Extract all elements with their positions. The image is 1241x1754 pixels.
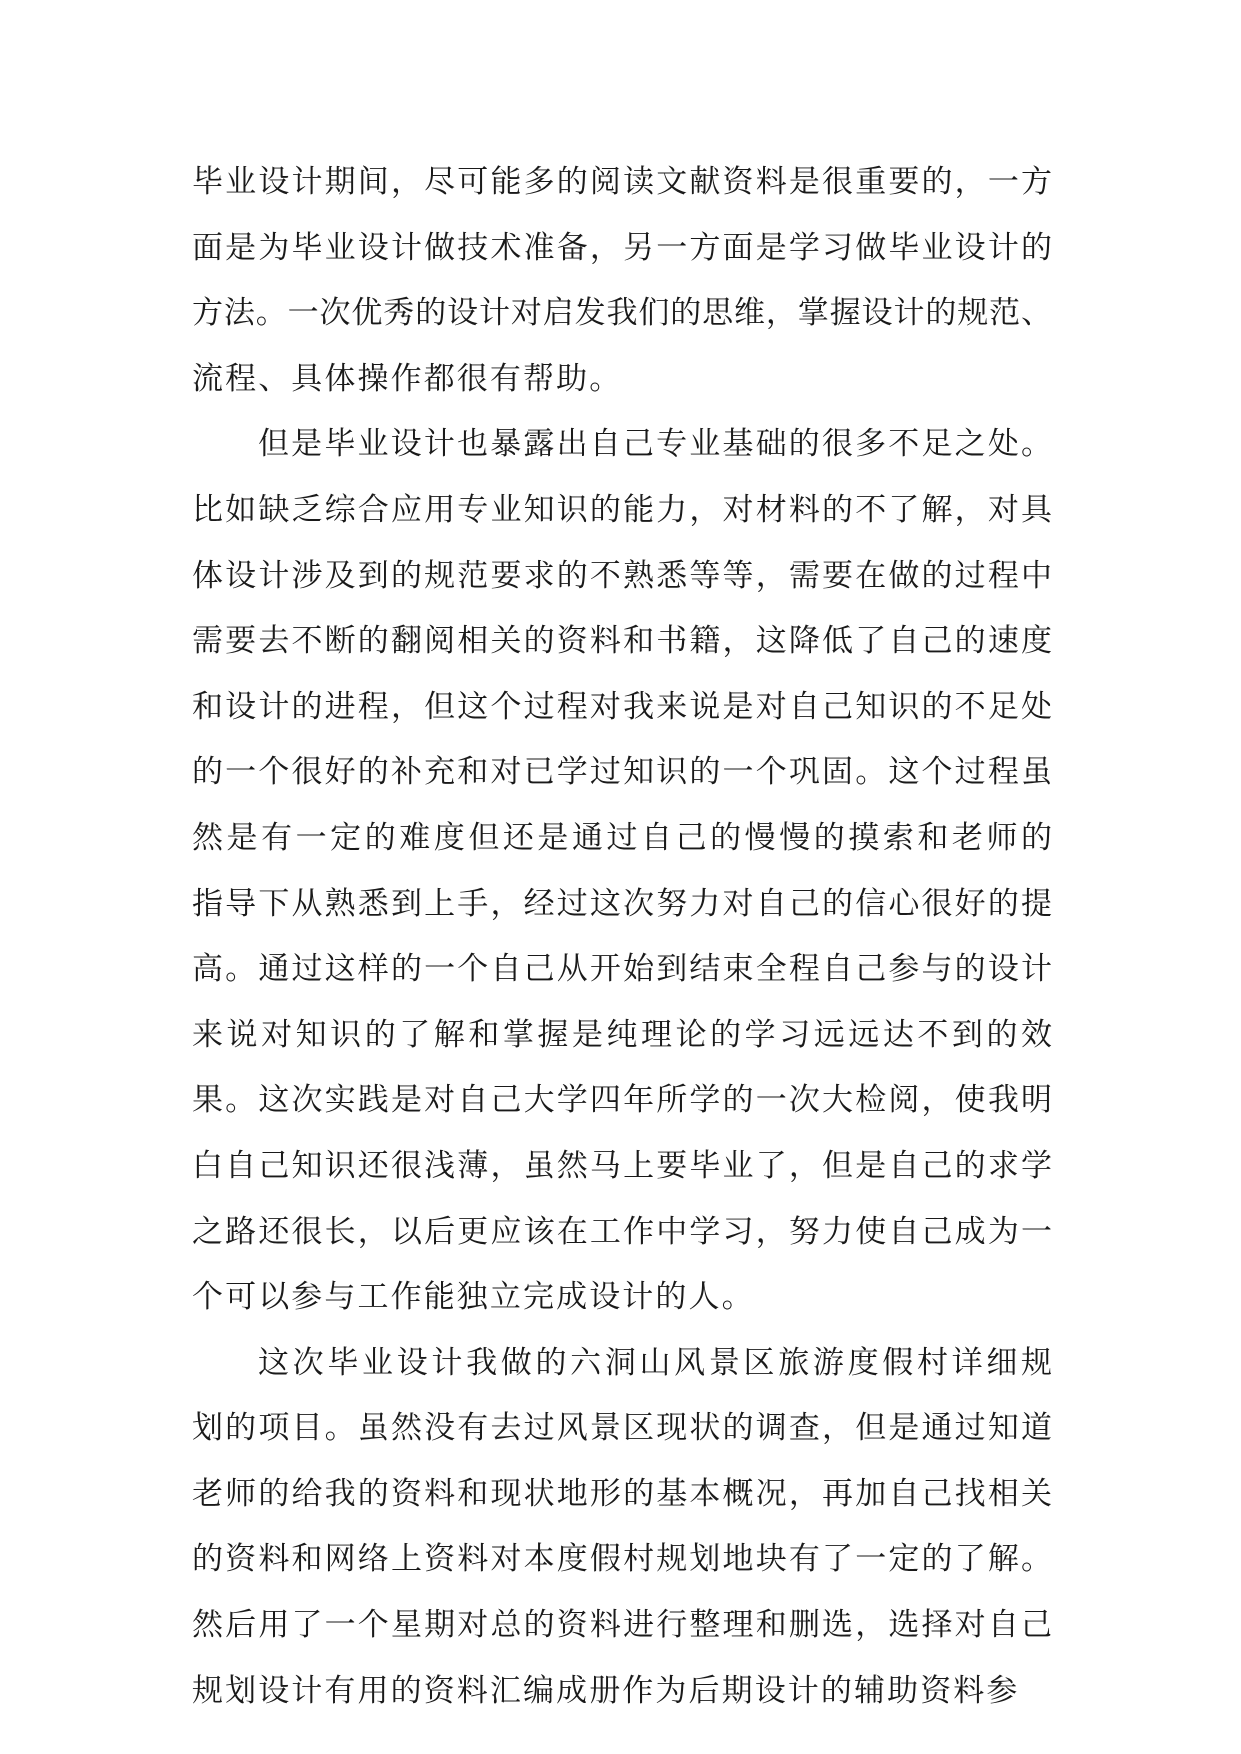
text-line: 白自己知识还很浅薄，虽然马上要毕业了，但是自己的求学 <box>192 1147 1055 1184</box>
text-line: 然是有一定的难度但还是通过自己的慢慢的摸索和老师的 <box>192 819 1056 856</box>
text-line: 需要去不断的翻阅相关的资料和书籍，这降低了自己的速度 <box>192 623 1055 660</box>
text-line: 然后用了一个星期对总的资料进行整理和删选，选择对自己 <box>192 1607 1055 1644</box>
text-line: 划的项目。虽然没有去过风景区现状的调查，但是通过知道 <box>192 1410 1055 1447</box>
text-line: 指导下从熟悉到上手，经过这次努力对自己的信心很好的提 <box>192 885 1055 922</box>
text-line: 这次毕业设计我做的六洞山风景区旅游度假村详细规 <box>258 1344 1056 1381</box>
text-line: 果。这次实践是对自己大学四年所学的一次大检阅，使我明 <box>192 1082 1055 1119</box>
text-line: 但是毕业设计也暴露出自己专业基础的很多不足之处。 <box>258 426 1055 463</box>
paragraph-2 <box>192 412 1056 1330</box>
text-line: 面是为毕业设计做技术准备，另一方面是学习做毕业设计的 <box>192 229 1055 266</box>
text-line: 方法。一次优秀的设计对启发我们的思维，掌握设计的规范、 <box>192 295 1053 332</box>
text-line: 比如缺乏综合应用专业知识的能力，对材料的不了解，对具 <box>192 491 1055 528</box>
text-line: 的资料和网络上资料对本度假村规划地块有了一定的了解。 <box>192 1541 1055 1578</box>
text-line: 之路还很长，以后更应该在工作中学习，努力使自己成为一 <box>192 1213 1055 1250</box>
text-line: 个可以参与工作能独立完成设计的人。 <box>192 1279 755 1316</box>
text-line: 的一个很好的补充和对已学过知识的一个巩固。这个过程虽 <box>192 754 1055 791</box>
text-line: 和设计的进程，但这个过程对我来说是对自己知识的不足处 <box>192 688 1055 725</box>
paragraph-1 <box>192 150 1055 412</box>
text-line: 规划设计有用的资料汇编成册作为后期设计的辅助资料参 <box>192 1672 1020 1709</box>
text-line: 流程、具体操作都很有帮助。 <box>192 360 623 397</box>
text-line: 毕业设计期间，尽可能多的阅读文献资料是很重要的，一方 <box>192 164 1055 200</box>
text-line: 高。通过这样的一个自己从开始到结束全程自己参与的设计 <box>192 951 1055 988</box>
text-line: 来说对知识的了解和掌握是纯理论的学习远远达不到的效 <box>192 1016 1056 1053</box>
paragraph-3 <box>192 1331 1056 1725</box>
text-line: 体设计涉及到的规范要求的不熟悉等等，需要在做的过程中 <box>192 557 1055 594</box>
document-body <box>192 150 1056 1724</box>
text-line: 老师的给我的资料和现状地形的基本概况，再加自己找相关 <box>192 1475 1055 1512</box>
